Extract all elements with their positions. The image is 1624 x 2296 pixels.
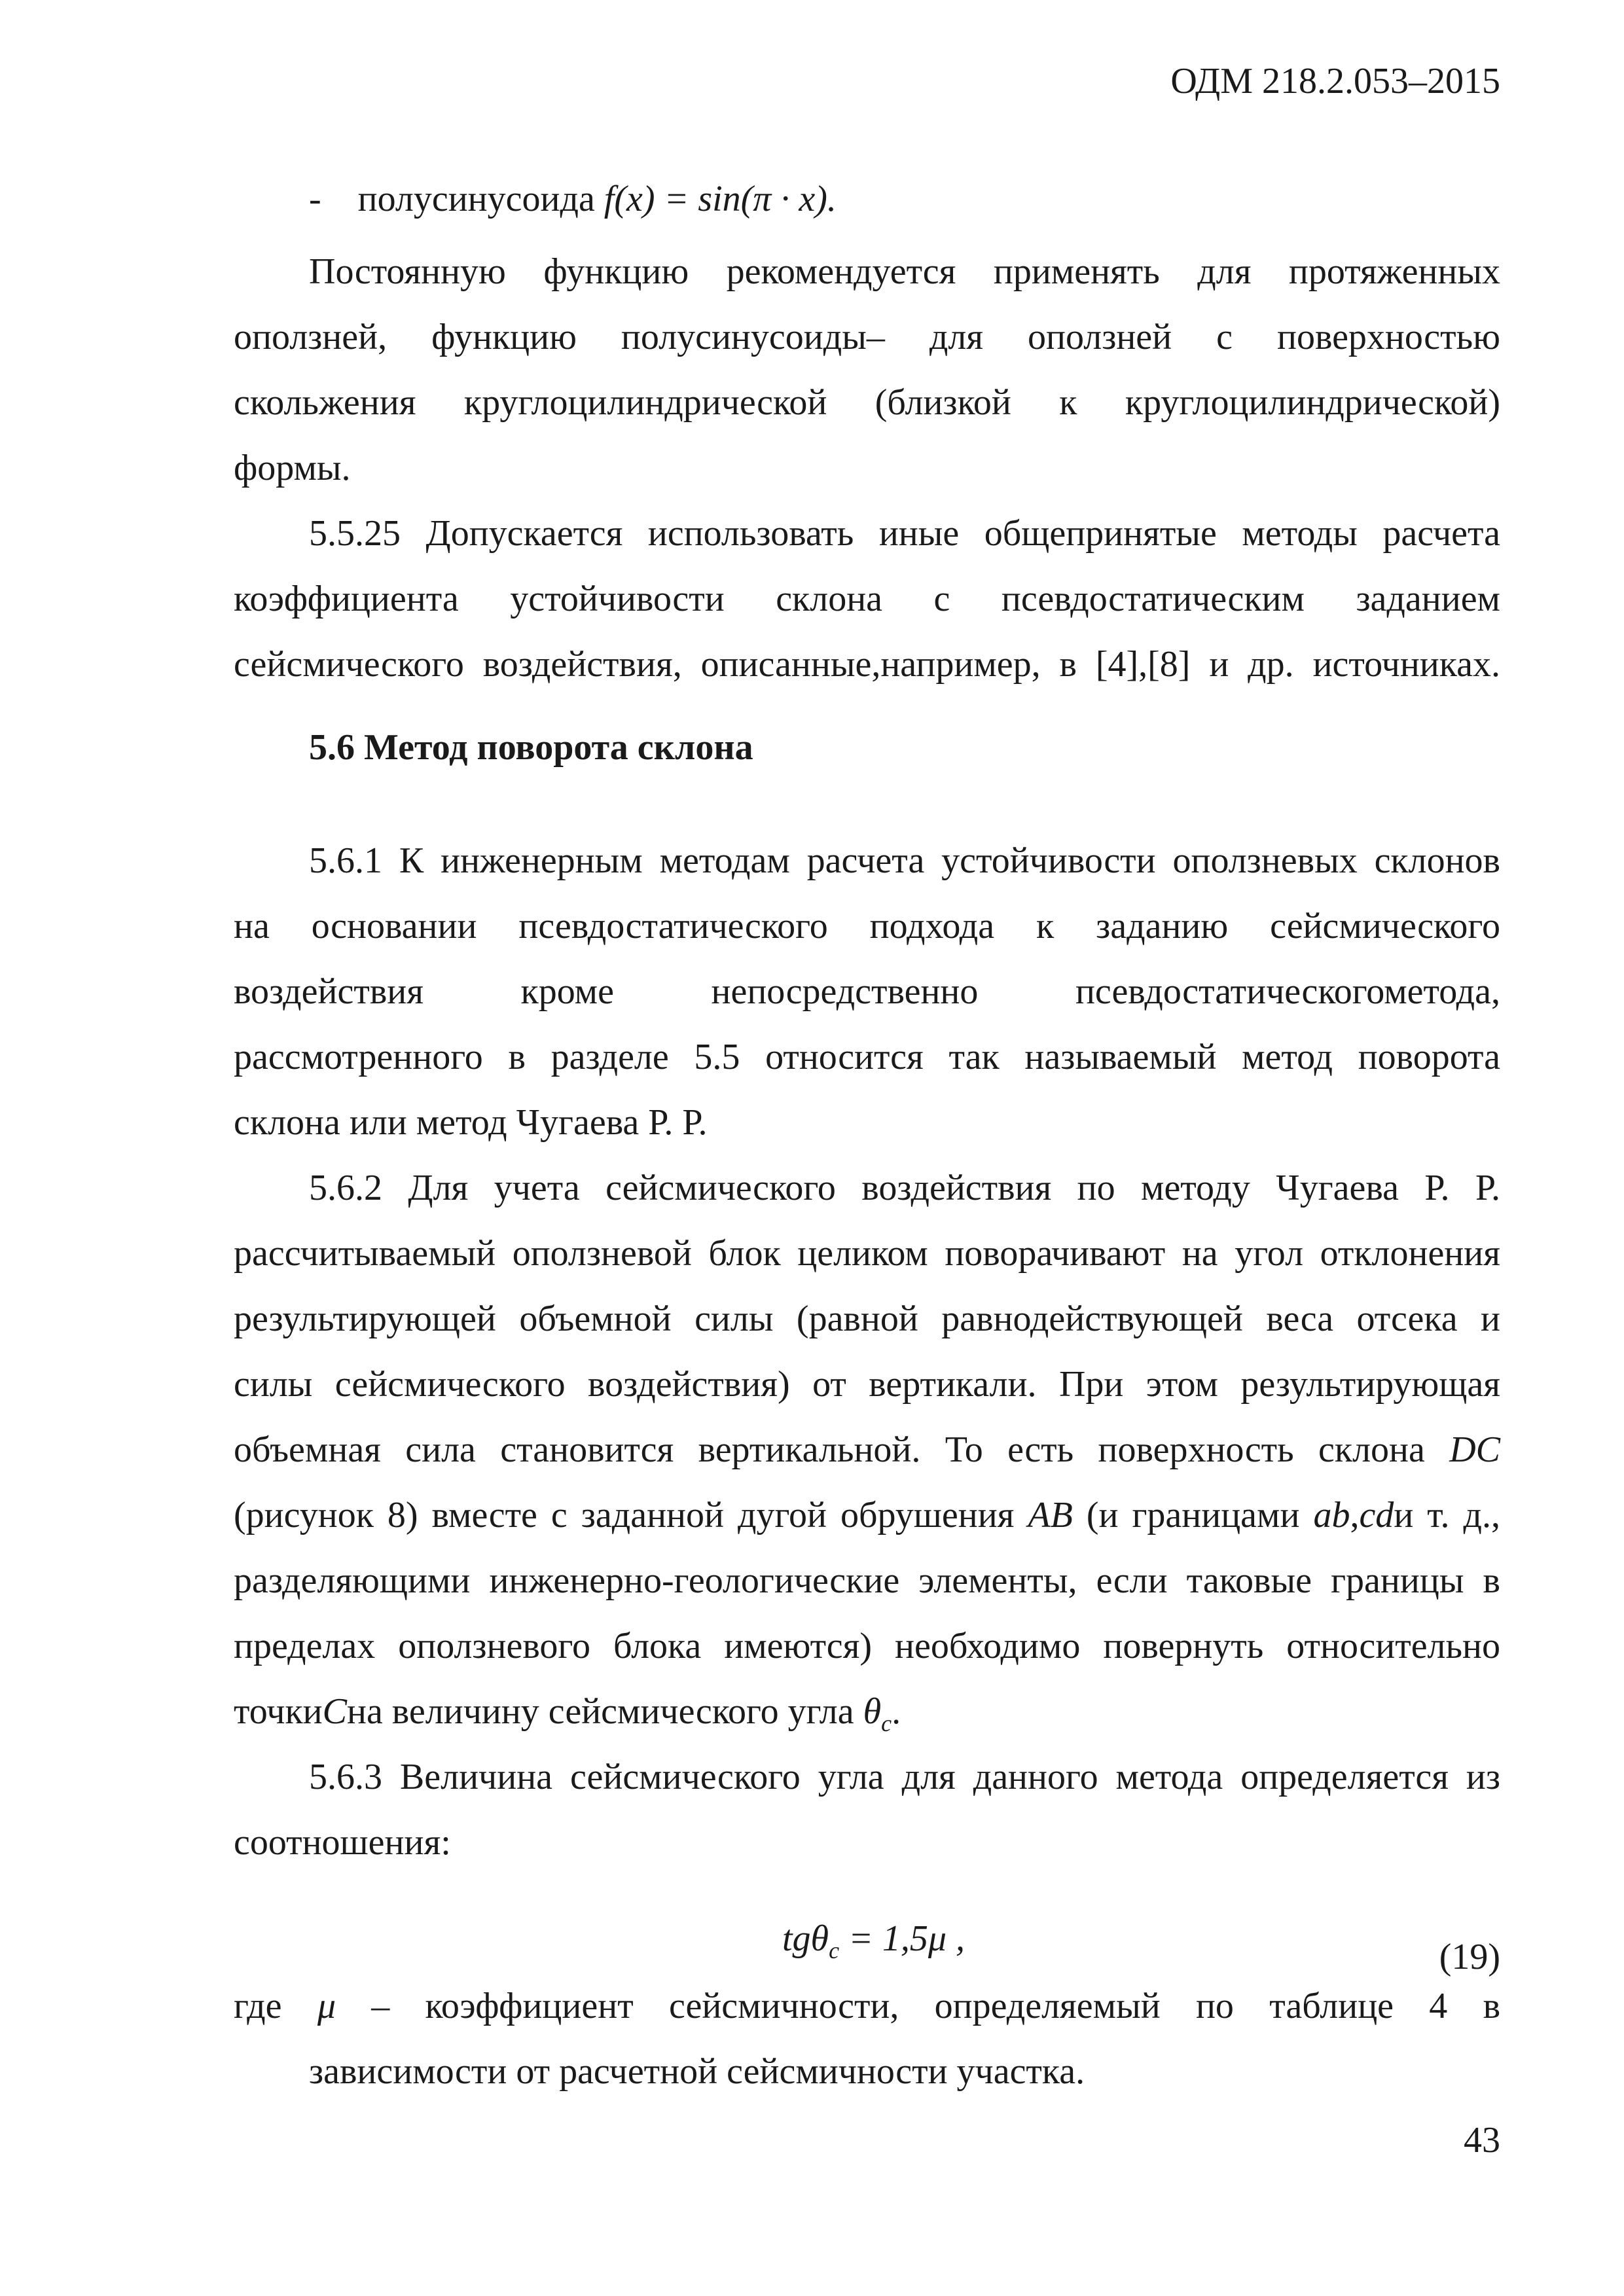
para1-line4: формы. bbox=[234, 448, 351, 488]
bullet-dash: - bbox=[309, 179, 321, 219]
section-heading: 5.6 Метод поворота склона bbox=[309, 727, 753, 768]
para4-line9-dot: . bbox=[892, 1691, 901, 1732]
para3-line2: на основании псевдостатического подхода к заданию сейсмического bbox=[234, 906, 1500, 946]
para4-line5 bbox=[234, 1428, 1500, 1472]
bullet-text: полусинусоида bbox=[357, 179, 595, 219]
document-code-header: ОДМ 218.2.053–2015 bbox=[1170, 61, 1500, 101]
para1-line3: скольжения круглоцилиндрической (близкой к круглоцилиндрической) bbox=[234, 382, 1500, 423]
para2-line1: 5.5.25 Допускается использовать иные общепринятые методы расчета bbox=[309, 513, 1500, 554]
bullet-formula: f(x) = sin(π · x). bbox=[604, 179, 837, 219]
mu-symbol: μ bbox=[317, 1986, 336, 2026]
seismic-angle-subscript: c bbox=[881, 1710, 892, 1737]
formula-rhs: = 1,5μ , bbox=[839, 1918, 965, 1959]
para4-line4: силы сейсмического воздействия) от вертикали. При этом результирующая bbox=[234, 1364, 1500, 1405]
arc-ab: AB bbox=[1028, 1495, 1073, 1535]
slope-surface-dc: DC bbox=[1449, 1429, 1501, 1470]
para4-line8: пределах оползневого блока имеются) необходимо повернуть относительно bbox=[234, 1626, 1500, 1666]
para5-line2: соотношения: bbox=[234, 1822, 451, 1863]
para4-line6 bbox=[234, 1494, 1500, 1537]
para4-line9 bbox=[234, 1690, 1500, 1737]
point-c: C bbox=[322, 1691, 347, 1732]
where-line1-text: – коэффициент сейсмичности, определяемый по таблице 4 в bbox=[371, 1986, 1501, 2026]
para2-line3: сейсмического воздействия, описанные,например, в [4],[8] и др. источниках. bbox=[234, 644, 1500, 685]
para4-line6-comma: , bbox=[1350, 1495, 1360, 1535]
para1-line2: оползней, функцию полусинусоиды– для оползней с поверхностью bbox=[234, 317, 1500, 357]
para2-line2: коэффициента устойчивости склона с псевдостатическим заданием bbox=[234, 579, 1500, 619]
boundary-cd: cd bbox=[1359, 1495, 1394, 1535]
para4-line2: рассчитываемый оползневой блок целиком поворачивают на угол отклонения bbox=[234, 1233, 1500, 1274]
para4-line9-text-b: на величину сейсмического угла bbox=[346, 1691, 854, 1732]
where-line1 bbox=[234, 1984, 1500, 2028]
bullet-item bbox=[309, 178, 837, 220]
where-word: где bbox=[234, 1986, 282, 2026]
formula-lhs: tgθ bbox=[782, 1918, 829, 1959]
para4-line7: разделяющими инженерно-геологические элементы, если таковые границы в bbox=[234, 1560, 1500, 1601]
para4-line3: результирующей объемной силы (равной равнодействующей веса отсека и bbox=[234, 1299, 1500, 1339]
para4-line6-text-b: (и границами bbox=[1086, 1495, 1300, 1535]
para4-line5-text: объемная сила становится вертикальной. То есть поверхность склона bbox=[234, 1429, 1425, 1470]
para4-line6-text-c: и т. д., bbox=[1394, 1495, 1501, 1535]
boundary-ab: ab bbox=[1313, 1495, 1350, 1535]
formula-subscript: c bbox=[829, 1937, 840, 1964]
para5-line1: 5.6.3 Величина сейсмического угла для данного метода определяется из bbox=[309, 1757, 1500, 1797]
seismic-angle-theta: θ bbox=[863, 1691, 882, 1732]
equation-number: (19) bbox=[1439, 1937, 1500, 1977]
para3-line3: воздействия кроме непосредственно псевдостатическогометода, bbox=[234, 971, 1500, 1012]
para3-line5: склона или метод Чугаева Р. Р. bbox=[234, 1102, 708, 1143]
para4-line1: 5.6.2 Для учета сейсмического воздействия по методу Чугаева Р. Р. bbox=[309, 1168, 1500, 1208]
para3-line1: 5.6.1 К инженерным методам расчета устойчивости оползневых склонов bbox=[309, 840, 1500, 881]
page-number: 43 bbox=[1464, 2120, 1500, 2161]
para1-line1: Постоянную функцию рекомендуется применять для протяженных bbox=[309, 251, 1500, 292]
para4-line9-text-a: точки bbox=[234, 1691, 323, 1732]
where-line2: зависимости от расчетной сейсмичности участка. bbox=[309, 2051, 1085, 2092]
para3-line4: рассмотренного в разделе 5.5 относится так называемый метод поворота bbox=[234, 1037, 1500, 1077]
formula-19 bbox=[782, 1918, 965, 1964]
para4-line6-text-a: (рисунок 8) вместе с заданной дугой обрушения bbox=[234, 1495, 1015, 1535]
